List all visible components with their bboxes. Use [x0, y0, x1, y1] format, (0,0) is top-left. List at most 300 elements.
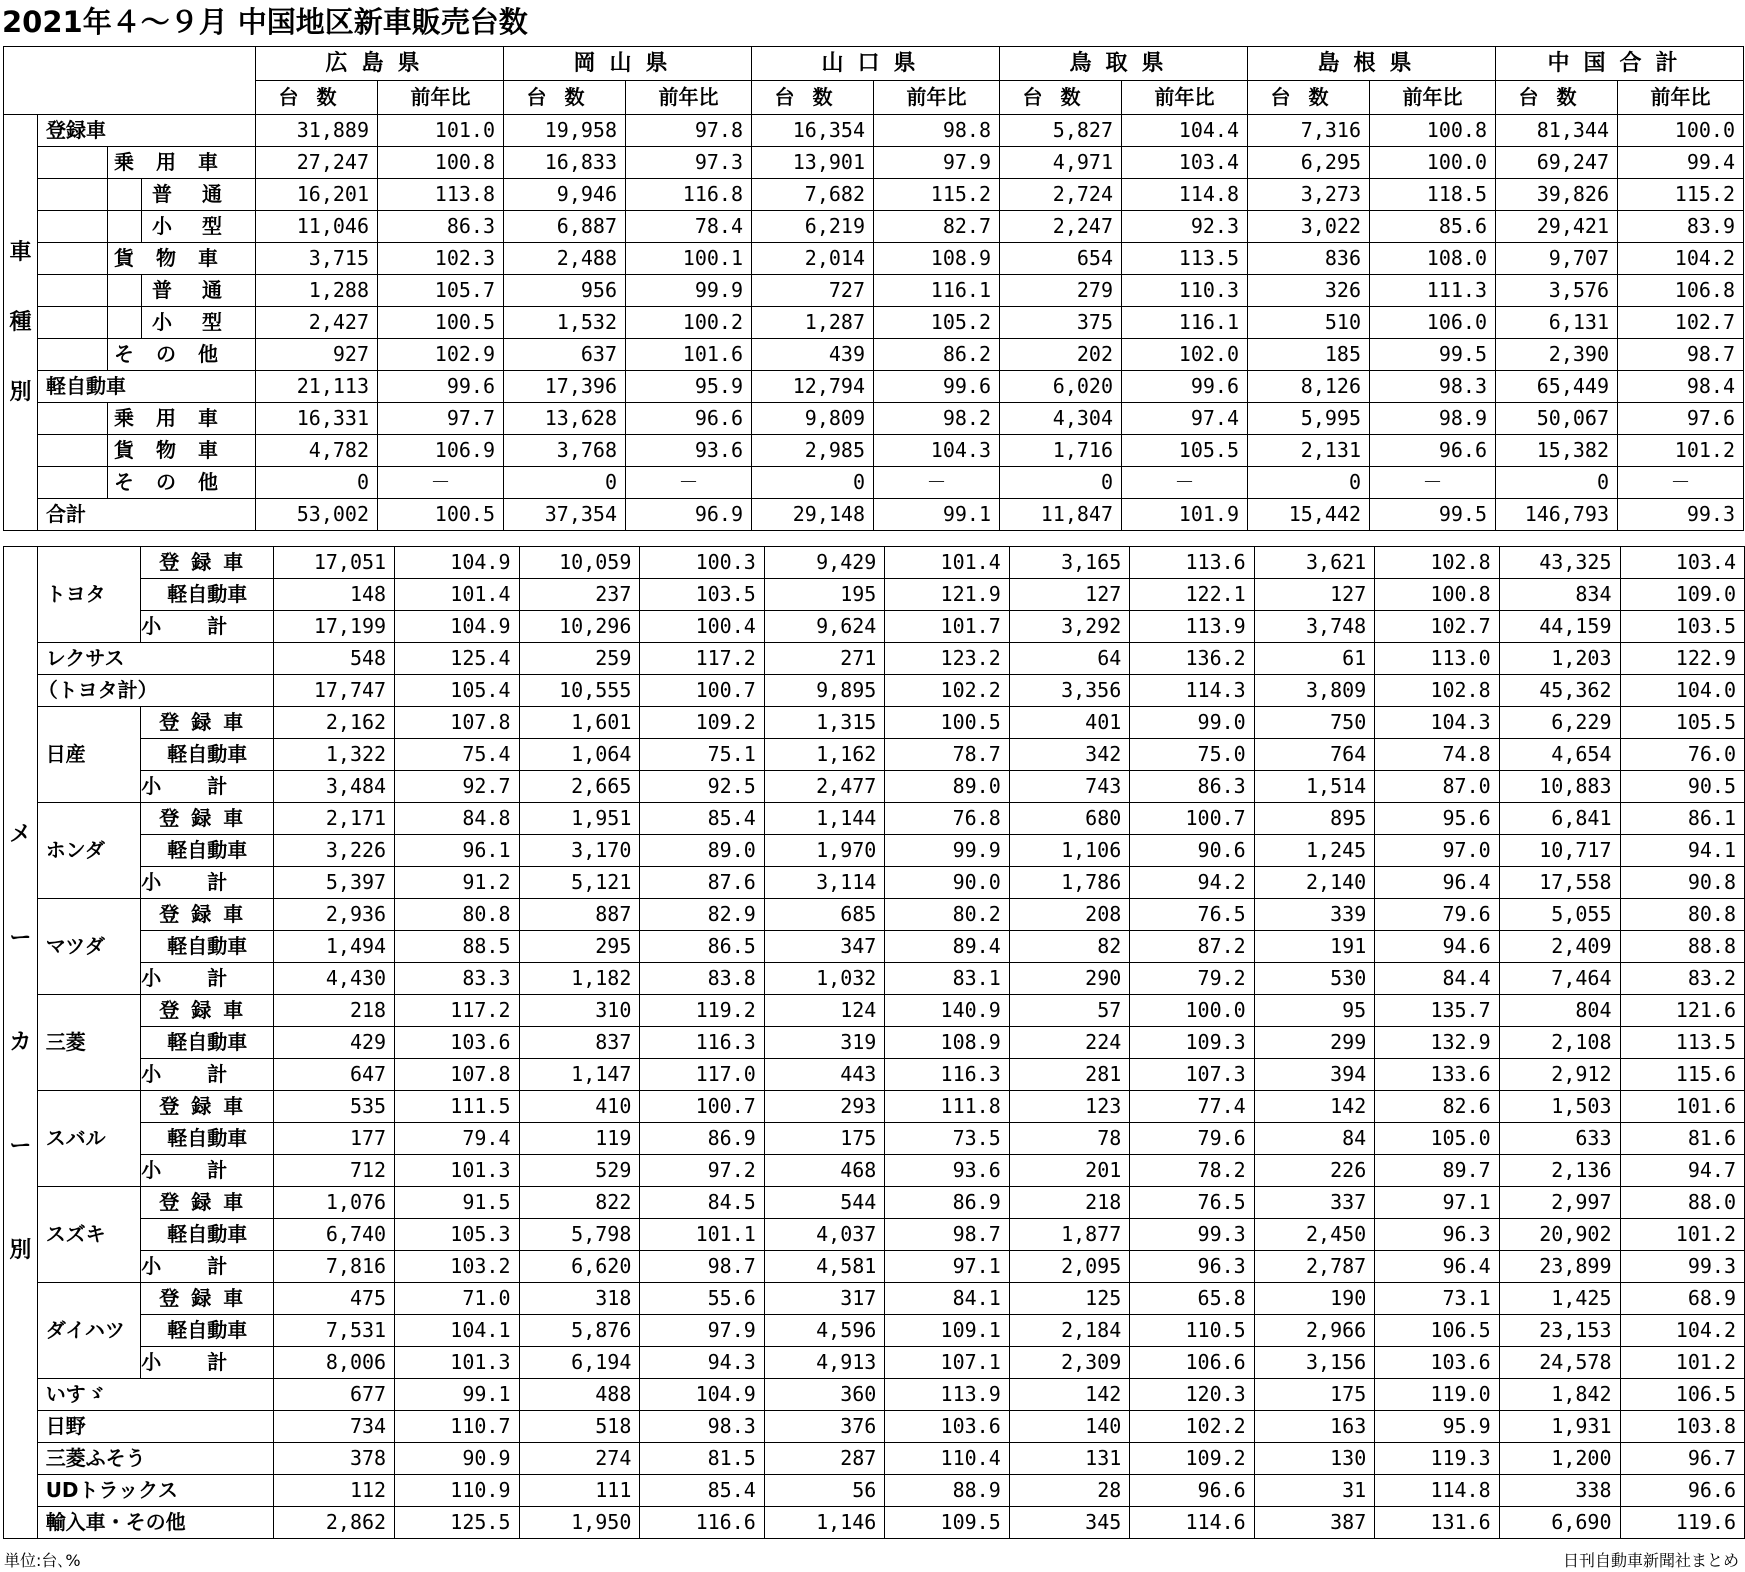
- units-cell: 804: [1499, 995, 1620, 1027]
- yoy-cell: 109.3: [1130, 1027, 1254, 1059]
- yoy-cell: 100.8: [1370, 115, 1496, 147]
- yoy-cell: 90.0: [885, 867, 1009, 899]
- units-cell: 4,782: [256, 435, 378, 467]
- yoy-cell: 111.8: [885, 1091, 1009, 1123]
- yoy-cell: 114.6: [1130, 1507, 1254, 1539]
- maker-label: ホンダ: [37, 803, 141, 899]
- maker-label: トヨタ: [37, 547, 141, 643]
- units-cell: 6,887: [504, 211, 626, 243]
- yoy-cell: 104.2: [1618, 243, 1744, 275]
- yoy-cell: 97.9: [874, 147, 1000, 179]
- table-row: [4, 179, 1744, 211]
- yoy-cell: 81.6: [1620, 1123, 1744, 1155]
- sub-label: 登録車: [141, 995, 274, 1027]
- yoy-cell: 83.2: [1620, 963, 1744, 995]
- units-cell: 15,442: [1248, 499, 1370, 531]
- table-row: [4, 771, 1745, 803]
- units-cell: 1,842: [1499, 1379, 1620, 1411]
- sub-label: 軽自動車: [141, 931, 274, 963]
- units-cell: 11,046: [256, 211, 378, 243]
- units-cell: 743: [1009, 771, 1130, 803]
- units-cell: 2,912: [1499, 1059, 1620, 1091]
- yoy-cell: 103.6: [1375, 1347, 1499, 1379]
- yoy-cell: 94.7: [1620, 1155, 1744, 1187]
- yoy-cell: 84.1: [885, 1283, 1009, 1315]
- yoy-cell: 87.6: [640, 867, 764, 899]
- units-cell: 712: [274, 1155, 395, 1187]
- yoy-cell: 80.8: [395, 899, 519, 931]
- yoy-cell: 119.2: [640, 995, 764, 1027]
- yoy-cell: 100.0: [1370, 147, 1496, 179]
- yoy-cell: 99.9: [626, 275, 752, 307]
- yoy-cell: 91.5: [395, 1187, 519, 1219]
- yoy-cell: 97.1: [885, 1251, 1009, 1283]
- table-row: [4, 643, 1745, 675]
- yoy-cell: 104.4: [1122, 115, 1248, 147]
- sub-label: 登録車: [141, 1187, 274, 1219]
- row-label: 合計: [38, 499, 256, 531]
- units-cell: 887: [519, 899, 640, 931]
- units-cell: 2,966: [1254, 1315, 1375, 1347]
- yoy-cell: 101.6: [626, 339, 752, 371]
- yoy-cell: 86.9: [885, 1187, 1009, 1219]
- yoy-cell: 113.5: [1620, 1027, 1744, 1059]
- units-cell: 637: [504, 339, 626, 371]
- units-cell: 5,995: [1248, 403, 1370, 435]
- units-header: 台数: [752, 81, 874, 115]
- units-cell: 680: [1009, 803, 1130, 835]
- sub-label: 小計: [141, 1251, 274, 1283]
- yoy-cell: 98.3: [1370, 371, 1496, 403]
- units-cell: 2,477: [764, 771, 885, 803]
- maker-label: 日野: [37, 1411, 274, 1443]
- yoy-cell: 116.1: [874, 275, 1000, 307]
- maker-label: 輸入車・その他: [37, 1507, 274, 1539]
- units-cell: 347: [764, 931, 885, 963]
- yoy-cell: 111.3: [1370, 275, 1496, 307]
- yoy-cell: 117.2: [640, 643, 764, 675]
- row-label: 貨物車: [108, 243, 256, 275]
- units-header: 台数: [1496, 81, 1618, 115]
- units-cell: 4,304: [1000, 403, 1122, 435]
- units-cell: 3,156: [1254, 1347, 1375, 1379]
- units-cell: 146,793: [1496, 499, 1618, 531]
- units-cell: 127: [1254, 579, 1375, 611]
- yoy-cell: 92.7: [395, 771, 519, 803]
- yoy-cell: 103.8: [1620, 1411, 1744, 1443]
- units-cell: 822: [519, 1187, 640, 1219]
- units-cell: 148: [274, 579, 395, 611]
- yoy-cell: 115.2: [1618, 179, 1744, 211]
- units-cell: 360: [764, 1379, 885, 1411]
- yoy-cell: 105.4: [395, 675, 519, 707]
- units-cell: 10,555: [519, 675, 640, 707]
- units-cell: 202: [1000, 339, 1122, 371]
- units-cell: 175: [764, 1123, 885, 1155]
- units-cell: 7,531: [274, 1315, 395, 1347]
- yoy-cell: 88.5: [395, 931, 519, 963]
- units-cell: 2,014: [752, 243, 874, 275]
- table-row: [4, 1379, 1745, 1411]
- yoy-cell: 97.6: [1618, 403, 1744, 435]
- units-cell: 2,985: [752, 435, 874, 467]
- yoy-cell: 109.2: [1130, 1443, 1254, 1475]
- units-cell: 647: [274, 1059, 395, 1091]
- units-cell: 237: [519, 579, 640, 611]
- units-cell: 5,121: [519, 867, 640, 899]
- yoy-cell: 104.0: [1620, 675, 1744, 707]
- sub-label: 登録車: [141, 1283, 274, 1315]
- yoy-cell: 108.0: [1370, 243, 1496, 275]
- yoy-cell: 136.2: [1130, 643, 1254, 675]
- prefecture-header: 広島県: [256, 47, 504, 81]
- units-cell: 2,862: [274, 1507, 395, 1539]
- units-cell: 0: [752, 467, 874, 499]
- units-cell: 3,809: [1254, 675, 1375, 707]
- yoy-cell: 101.7: [885, 611, 1009, 643]
- units-cell: 3,356: [1009, 675, 1130, 707]
- yoy-cell: 96.4: [1375, 1251, 1499, 1283]
- indent-cell: [38, 467, 108, 499]
- units-cell: 4,581: [764, 1251, 885, 1283]
- yoy-cell: 105.5: [1620, 707, 1744, 739]
- yoy-header: 前年比: [1122, 81, 1248, 115]
- prefecture-header: 中国合計: [1496, 47, 1744, 81]
- yoy-cell: 75.1: [640, 739, 764, 771]
- units-cell: 2,184: [1009, 1315, 1130, 1347]
- yoy-cell: 99.6: [1122, 371, 1248, 403]
- yoy-cell: 109.2: [640, 707, 764, 739]
- units-cell: 4,037: [764, 1219, 885, 1251]
- table-row: [4, 307, 1744, 339]
- yoy-cell: 103.4: [1620, 547, 1744, 579]
- units-cell: 69,247: [1496, 147, 1618, 179]
- table-row: [4, 1155, 1745, 1187]
- units-cell: 191: [1254, 931, 1375, 963]
- units-cell: 319: [764, 1027, 885, 1059]
- yoy-cell: 114.8: [1375, 1475, 1499, 1507]
- units-cell: 837: [519, 1027, 640, 1059]
- units-header: 台数: [504, 81, 626, 115]
- yoy-cell: 101.6: [1620, 1091, 1744, 1123]
- indent-cell: [108, 179, 142, 211]
- sub-label: 小計: [141, 1059, 274, 1091]
- yoy-cell: 86.5: [640, 931, 764, 963]
- yoy-cell: 101.0: [378, 115, 504, 147]
- units-cell: 16,354: [752, 115, 874, 147]
- units-cell: 218: [1009, 1187, 1130, 1219]
- sub-label: 小計: [141, 1347, 274, 1379]
- row-label: 普通: [142, 275, 256, 307]
- yoy-cell: －: [874, 467, 1000, 499]
- side-char: カ: [9, 1029, 32, 1055]
- units-cell: 9,707: [1496, 243, 1618, 275]
- yoy-cell: 106.9: [378, 435, 504, 467]
- yoy-cell: 100.4: [640, 611, 764, 643]
- sub-label: 小計: [141, 611, 274, 643]
- yoy-cell: 78.2: [1130, 1155, 1254, 1187]
- yoy-cell: －: [378, 467, 504, 499]
- units-cell: 10,059: [519, 547, 640, 579]
- yoy-cell: 133.6: [1375, 1059, 1499, 1091]
- units-cell: 281: [1009, 1059, 1130, 1091]
- units-cell: 16,201: [256, 179, 378, 211]
- units-cell: 259: [519, 643, 640, 675]
- yoy-cell: 104.2: [1620, 1315, 1744, 1347]
- units-cell: 28: [1009, 1475, 1130, 1507]
- yoy-cell: 99.1: [874, 499, 1000, 531]
- indent-cell: [38, 403, 108, 435]
- units-cell: 535: [274, 1091, 395, 1123]
- yoy-cell: 100.8: [378, 147, 504, 179]
- yoy-cell: 135.7: [1375, 995, 1499, 1027]
- yoy-cell: 95.6: [1375, 803, 1499, 835]
- yoy-cell: 116.8: [626, 179, 752, 211]
- yoy-cell: 103.5: [1620, 611, 1744, 643]
- table-row: [4, 611, 1745, 643]
- units-cell: 764: [1254, 739, 1375, 771]
- units-cell: 5,876: [519, 1315, 640, 1347]
- units-cell: 1,144: [764, 803, 885, 835]
- yoy-cell: 86.3: [378, 211, 504, 243]
- yoy-cell: 98.2: [874, 403, 1000, 435]
- table-row: [4, 899, 1745, 931]
- units-cell: 1,162: [764, 739, 885, 771]
- yoy-cell: 88.0: [1620, 1187, 1744, 1219]
- yoy-cell: 120.3: [1130, 1379, 1254, 1411]
- indent-cell: [38, 147, 108, 179]
- row-label: 登録車: [38, 115, 256, 147]
- yoy-cell: 100.0: [1130, 995, 1254, 1027]
- yoy-cell: 119.0: [1375, 1379, 1499, 1411]
- row-label: 小型: [142, 307, 256, 339]
- yoy-cell: 92.3: [1122, 211, 1248, 243]
- units-cell: 6,740: [274, 1219, 395, 1251]
- table-row: [4, 467, 1744, 499]
- units-cell: 0: [256, 467, 378, 499]
- yoy-cell: 96.6: [626, 403, 752, 435]
- yoy-cell: 80.2: [885, 899, 1009, 931]
- yoy-cell: 76.5: [1130, 1187, 1254, 1219]
- yoy-cell: 55.6: [640, 1283, 764, 1315]
- yoy-cell: 85.4: [640, 1475, 764, 1507]
- units-cell: 310: [519, 995, 640, 1027]
- units-cell: 82: [1009, 931, 1130, 963]
- maker-label: マツダ: [37, 899, 141, 995]
- units-cell: 78: [1009, 1123, 1130, 1155]
- units-cell: 16,833: [504, 147, 626, 179]
- units-cell: 3,768: [504, 435, 626, 467]
- yoy-cell: 100.7: [1130, 803, 1254, 835]
- yoy-cell: 84.5: [640, 1187, 764, 1219]
- units-cell: 475: [274, 1283, 395, 1315]
- maker-label: UDトラックス: [37, 1475, 274, 1507]
- units-cell: 6,229: [1499, 707, 1620, 739]
- yoy-cell: 98.7: [885, 1219, 1009, 1251]
- yoy-cell: 82.6: [1375, 1091, 1499, 1123]
- table-row: [4, 675, 1745, 707]
- yoy-cell: 113.8: [378, 179, 504, 211]
- yoy-cell: 102.2: [885, 675, 1009, 707]
- yoy-cell: 94.6: [1375, 931, 1499, 963]
- yoy-cell: 97.8: [626, 115, 752, 147]
- units-cell: 2,665: [519, 771, 640, 803]
- yoy-cell: 89.0: [885, 771, 1009, 803]
- units-cell: 376: [764, 1411, 885, 1443]
- yoy-cell: 98.8: [874, 115, 1000, 147]
- units-cell: 293: [764, 1091, 885, 1123]
- units-cell: 633: [1499, 1123, 1620, 1155]
- yoy-cell: 107.3: [1130, 1059, 1254, 1091]
- units-cell: 2,309: [1009, 1347, 1130, 1379]
- sub-label: 小計: [141, 867, 274, 899]
- units-cell: 1,322: [274, 739, 395, 771]
- yoy-cell: 108.9: [874, 243, 1000, 275]
- source-note: 日刊自動車新聞社まとめ: [1562, 1551, 1739, 1570]
- yoy-cell: 105.0: [1375, 1123, 1499, 1155]
- units-cell: 11,847: [1000, 499, 1122, 531]
- units-cell: 27,247: [256, 147, 378, 179]
- yoy-cell: 76.0: [1620, 739, 1744, 771]
- row-label: 小型: [142, 211, 256, 243]
- table-row: [4, 371, 1744, 403]
- table-row: [4, 547, 1745, 579]
- units-cell: 287: [764, 1443, 885, 1475]
- units-cell: 21,113: [256, 371, 378, 403]
- row-label: その他: [108, 339, 256, 371]
- units-cell: 468: [764, 1155, 885, 1187]
- yoy-cell: 94.2: [1130, 867, 1254, 899]
- yoy-cell: 101.2: [1620, 1347, 1744, 1379]
- yoy-cell: 104.3: [874, 435, 1000, 467]
- units-cell: 1,288: [256, 275, 378, 307]
- table-row: [4, 1187, 1745, 1219]
- units-cell: 8,006: [274, 1347, 395, 1379]
- units-cell: 16,331: [256, 403, 378, 435]
- units-cell: 142: [1009, 1379, 1130, 1411]
- table-row: [4, 211, 1744, 243]
- units-cell: 53,002: [256, 499, 378, 531]
- units-cell: 510: [1248, 307, 1370, 339]
- yoy-cell: 100.8: [1375, 579, 1499, 611]
- units-cell: 3,292: [1009, 611, 1130, 643]
- yoy-cell: 95.9: [1375, 1411, 1499, 1443]
- units-cell: 12,794: [752, 371, 874, 403]
- table-row: [4, 1283, 1745, 1315]
- units-cell: 10,883: [1499, 771, 1620, 803]
- yoy-cell: 102.2: [1130, 1411, 1254, 1443]
- prefecture-header: 島根県: [1248, 47, 1496, 81]
- units-cell: 339: [1254, 899, 1375, 931]
- units-cell: 0: [1496, 467, 1618, 499]
- units-cell: 39,826: [1496, 179, 1618, 211]
- table-row: [4, 1219, 1745, 1251]
- units-cell: 44,159: [1499, 611, 1620, 643]
- table-row: [4, 803, 1745, 835]
- units-cell: 342: [1009, 739, 1130, 771]
- yoy-cell: 75.0: [1130, 739, 1254, 771]
- yoy-cell: 109.5: [885, 1507, 1009, 1539]
- units-cell: 1,425: [1499, 1283, 1620, 1315]
- units-cell: 9,809: [752, 403, 874, 435]
- table-row: [4, 963, 1745, 995]
- sub-label: 軽自動車: [141, 835, 274, 867]
- units-cell: 10,296: [519, 611, 640, 643]
- units-cell: 4,430: [274, 963, 395, 995]
- units-cell: 337: [1254, 1187, 1375, 1219]
- yoy-cell: 99.1: [395, 1379, 519, 1411]
- units-cell: 2,936: [274, 899, 395, 931]
- units-cell: 927: [256, 339, 378, 371]
- yoy-cell: 104.1: [395, 1315, 519, 1347]
- yoy-cell: 77.4: [1130, 1091, 1254, 1123]
- yoy-cell: 99.6: [874, 371, 1000, 403]
- units-cell: 685: [764, 899, 885, 931]
- yoy-cell: 123.2: [885, 643, 1009, 675]
- yoy-cell: 97.9: [640, 1315, 764, 1347]
- units-cell: 274: [519, 1443, 640, 1475]
- units-cell: 17,396: [504, 371, 626, 403]
- yoy-cell: 68.9: [1620, 1283, 1744, 1315]
- units-cell: 401: [1009, 707, 1130, 739]
- yoy-cell: 87.0: [1375, 771, 1499, 803]
- table-row: [4, 1475, 1745, 1507]
- units-cell: 530: [1254, 963, 1375, 995]
- yoy-cell: 102.7: [1375, 611, 1499, 643]
- sub-label: 軽自動車: [141, 1219, 274, 1251]
- table-row: [4, 995, 1745, 1027]
- units-cell: 518: [519, 1411, 640, 1443]
- yoy-cell: 116.1: [1122, 307, 1248, 339]
- units-cell: 0: [1000, 467, 1122, 499]
- yoy-cell: 99.9: [885, 835, 1009, 867]
- yoy-cell: 106.8: [1618, 275, 1744, 307]
- units-cell: 177: [274, 1123, 395, 1155]
- yoy-cell: 101.9: [1122, 499, 1248, 531]
- yoy-cell: 90.5: [1620, 771, 1744, 803]
- units-cell: 195: [764, 579, 885, 611]
- units-cell: 127: [1009, 579, 1130, 611]
- yoy-cell: 94.1: [1620, 835, 1744, 867]
- yoy-cell: 116.3: [885, 1059, 1009, 1091]
- units-cell: 2,095: [1009, 1251, 1130, 1283]
- units-cell: 378: [274, 1443, 395, 1475]
- units-cell: 1,315: [764, 707, 885, 739]
- yoy-cell: 92.5: [640, 771, 764, 803]
- yoy-cell: 73.1: [1375, 1283, 1499, 1315]
- yoy-cell: 96.3: [1375, 1219, 1499, 1251]
- yoy-cell: 106.0: [1370, 307, 1496, 339]
- units-cell: 443: [764, 1059, 885, 1091]
- units-cell: 317: [764, 1283, 885, 1315]
- yoy-cell: 103.2: [395, 1251, 519, 1283]
- table-row: [4, 1251, 1745, 1283]
- units-cell: 295: [519, 931, 640, 963]
- yoy-cell: 74.8: [1375, 739, 1499, 771]
- units-cell: 2,136: [1499, 1155, 1620, 1187]
- yoy-cell: 110.7: [395, 1411, 519, 1443]
- yoy-cell: 100.0: [1618, 115, 1744, 147]
- yoy-cell: 104.9: [395, 547, 519, 579]
- prefecture-header: 岡山県: [504, 47, 752, 81]
- yoy-cell: 79.4: [395, 1123, 519, 1155]
- units-cell: 6,295: [1248, 147, 1370, 179]
- prefecture-header: 鳥取県: [1000, 47, 1248, 81]
- units-cell: 7,816: [274, 1251, 395, 1283]
- units-cell: 140: [1009, 1411, 1130, 1443]
- yoy-cell: 125.4: [395, 643, 519, 675]
- units-cell: 0: [504, 467, 626, 499]
